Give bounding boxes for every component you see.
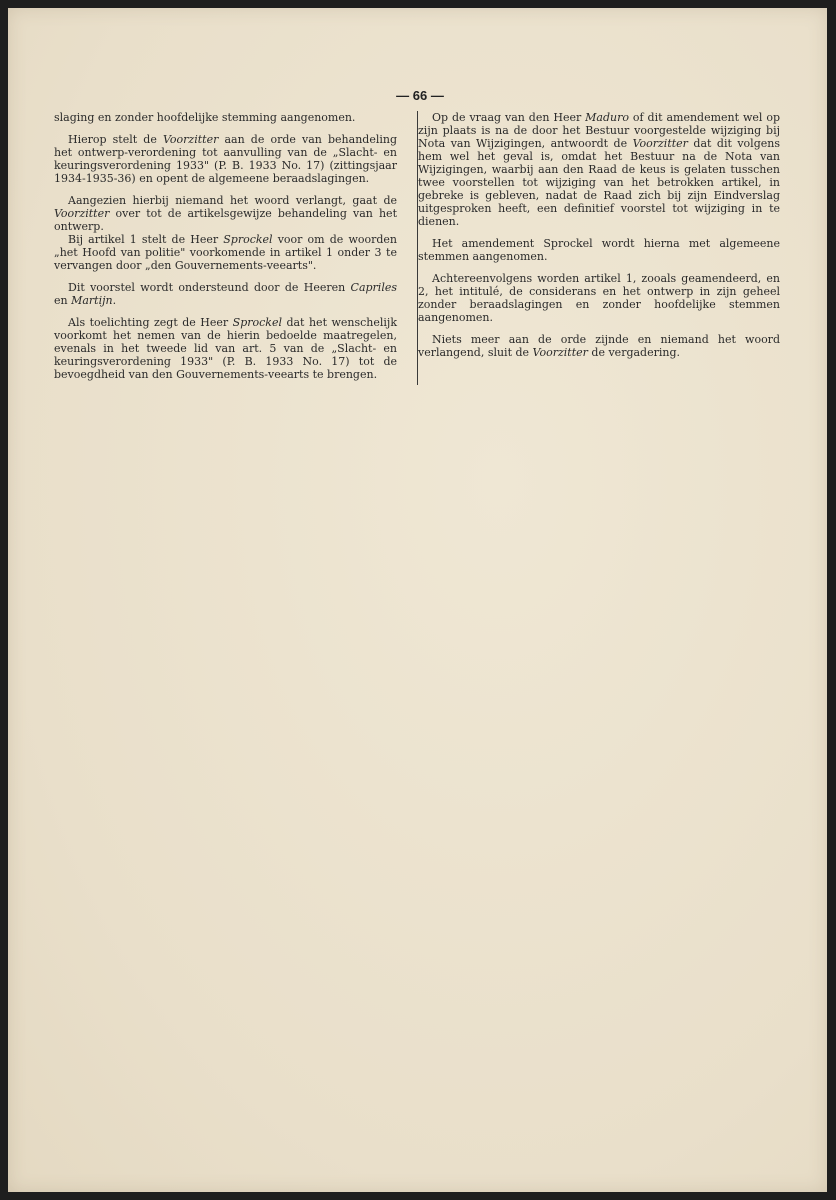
page-number: — 66 —	[396, 88, 444, 103]
paragraph: Op de vraag van den Heer Maduro of dit amendement wel op zijn plaats is na de door het Bestuur voorgestelde wijziging bij Nota van Wijzigingen, antwoordt de Voorzitter dat dit volgens hem wel het geval is, omdat het Bestuur na de Nota van Wijzigingen, waarbij aan den Raad de keus is gelaten tusschen twee voorstellen tot wijziging van het betrokken artikel, in gebreke is gebleven, nadat de Raad zich bij zijn Eindverslag uitgesproken heeft, een definitief voorstel tot wijziging in te dienen.	[418, 111, 780, 228]
paragraph: slaging en zonder hoofdelijke stemming aangenomen.	[54, 111, 356, 124]
right-column	[418, 111, 780, 368]
paragraph: Achtereenvolgens worden artikel 1, zooals geamendeerd, en 2, het intitulé, de considerans en het ontwerp in zijn geheel zonder beraadslagingen en zonder hoofdelijke stemmen aangenomen.	[418, 272, 780, 324]
left-column	[54, 111, 397, 390]
paragraph: Aangezien hierbij niemand het woord verlangt, gaat de Voorzitter over tot de artikelsgewijze behandeling van het ontwerp.	[54, 194, 397, 233]
paragraph: Als toelichting zegt de Heer Sprockel dat het wenschelijk voorkomt het nemen van de hierin bedoelde maatregelen, evenals in het tweede lid van art. 5 van de „Slacht- en keuringsverordening 1933" (P. B. 1933 No. 17) tot de bevoegdheid van den Gouvernements-veearts te brengen.	[54, 316, 397, 381]
paragraph: Bij artikel 1 stelt de Heer Sprockel voor om de woorden „het Hoofd van politie" voorkomende in artikel 1 onder 3 te vervangen door „den Gouvernements-veearts".	[54, 233, 398, 272]
document-page	[8, 8, 827, 1192]
paragraph: Hierop stelt de Voorzitter aan de orde van behandeling het ontwerp-verordening tot aanvulling van de „Slacht- en keuringsverordening 1933" (P. B. 1933 No. 17) (zittingsjaar 1934-1935-36) en opent de algemeene beraadslagingen.	[54, 133, 397, 185]
paragraph: Dit voorstel wordt ondersteund door de Heeren Capriles en Martijn.	[54, 281, 397, 307]
paragraph: Niets meer aan de orde zijnde en niemand het woord verlangend, sluit de Voorzitter de vergadering.	[418, 333, 780, 359]
paragraph: Het amendement Sprockel wordt hierna met algemeene stemmen aangenomen.	[418, 237, 780, 263]
